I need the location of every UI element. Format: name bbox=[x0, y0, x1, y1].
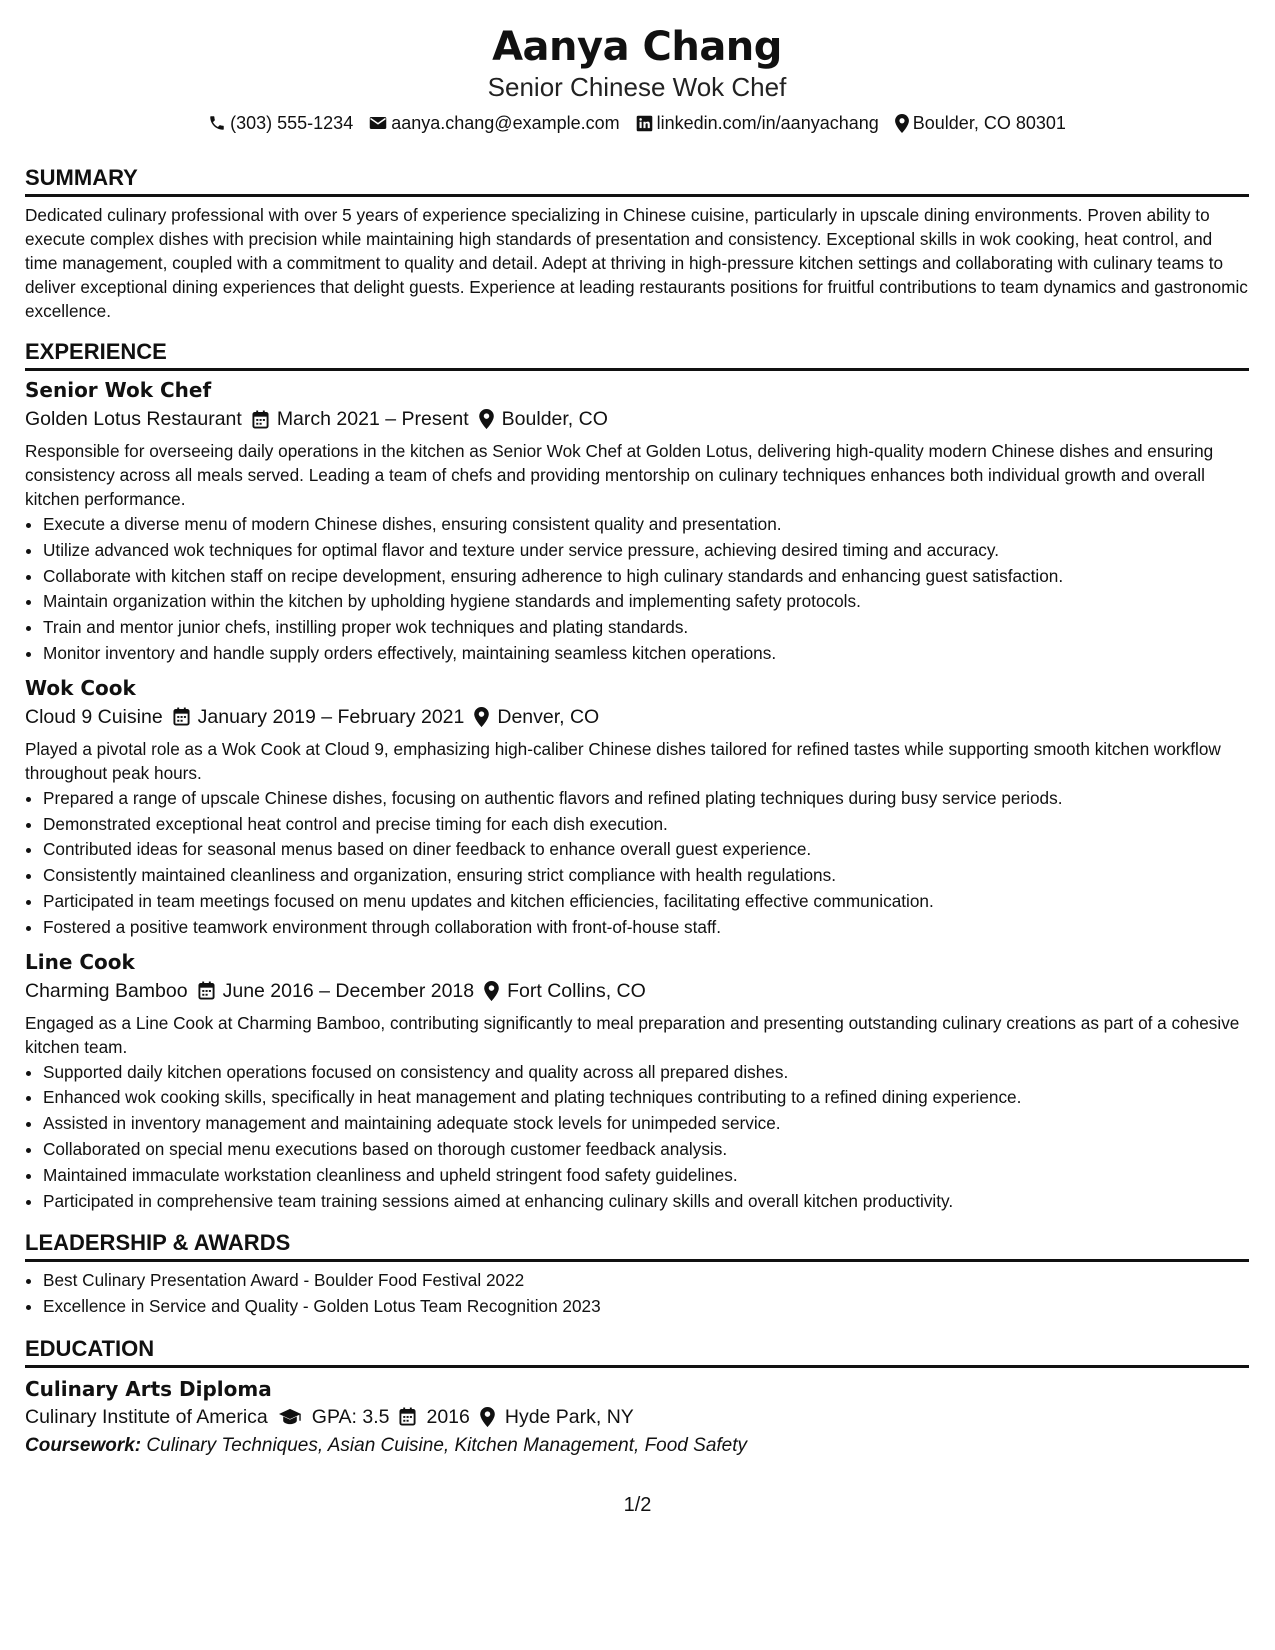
map-marker-icon bbox=[484, 981, 499, 1001]
phone-text: (303) 555-1234 bbox=[230, 113, 354, 133]
graduation-year: 2016 bbox=[426, 1405, 470, 1428]
map-marker-icon bbox=[480, 1407, 495, 1427]
summary-section bbox=[25, 165, 1249, 323]
contact-location bbox=[895, 111, 1066, 135]
job-entry bbox=[25, 377, 1249, 667]
job-entry bbox=[25, 949, 1249, 1215]
map-marker-icon bbox=[479, 409, 494, 429]
job-title: Wok Cook bbox=[25, 675, 136, 700]
experience-heading: EXPERIENCE bbox=[25, 339, 1249, 371]
calendar-icon bbox=[173, 707, 190, 726]
list-item: • Best Culinary Presentation Award - Boulder Food Festival 2022 bbox=[43, 1268, 1249, 1294]
job-location-text: Fort Collins, CO bbox=[507, 979, 646, 1002]
list-item: • Collaborate with kitchen staff on recipe development, ensuring adherence to high culinary standards and enhancing guest satisfaction. bbox=[43, 564, 1249, 590]
awards-heading: LEADERSHIP & AWARDS bbox=[25, 1230, 1249, 1262]
job-company: Golden Lotus Restaurant bbox=[25, 408, 242, 430]
envelope-icon bbox=[369, 115, 387, 131]
map-marker-icon bbox=[474, 707, 489, 727]
linkedin-text: linkedin.com/in/aanyachang bbox=[656, 113, 879, 133]
phone-icon bbox=[208, 114, 226, 132]
job-company: Cloud 9 Cuisine bbox=[25, 705, 163, 728]
gpa-text: GPA: 3.5 bbox=[311, 1405, 390, 1428]
contact-email[interactable] bbox=[369, 111, 619, 135]
job-entry bbox=[25, 675, 1249, 941]
job-location bbox=[484, 975, 646, 1007]
contact-line bbox=[25, 111, 1249, 135]
graduation-cap-icon bbox=[278, 1408, 302, 1425]
education-meta bbox=[25, 1402, 1249, 1432]
list-item: • Prepared a range of upscale Chinese dishes, focusing on authentic flavors and refined plating techniques during busy service periods. bbox=[43, 786, 1249, 812]
job-bullets bbox=[25, 786, 1249, 941]
list-item: • Participated in comprehensive team training sessions aimed at enhancing culinary skills and overall kitchen productivity. bbox=[43, 1189, 1249, 1215]
list-item: • Maintained immaculate workstation cleanliness and upheld stringent food safety guidelines. bbox=[43, 1163, 1249, 1189]
job-dates bbox=[252, 403, 469, 435]
list-item: • Train and mentor junior chefs, instilling proper wok techniques and plating standards. bbox=[43, 615, 1249, 641]
contact-phone bbox=[208, 111, 353, 135]
awards-list bbox=[25, 1268, 1249, 1320]
job-title: Line Cook bbox=[25, 949, 135, 974]
job-company: Charming Bamboo bbox=[25, 979, 188, 1002]
list-item: • Fostered a positive teamwork environment through collaboration with front-of-house staff. bbox=[43, 915, 1249, 941]
job-location-text: Denver, CO bbox=[497, 705, 600, 728]
education-heading: EDUCATION bbox=[25, 1336, 1249, 1368]
job-dates-text: March 2021 – Present bbox=[276, 408, 469, 430]
job-location-text: Boulder, CO bbox=[501, 408, 608, 430]
coursework-line bbox=[25, 1432, 1249, 1460]
education-section bbox=[25, 1336, 1249, 1460]
summary-heading: SUMMARY bbox=[25, 165, 1249, 197]
job-dates-text: June 2016 – December 2018 bbox=[222, 979, 475, 1002]
awards-section bbox=[25, 1230, 1249, 1320]
job-bullets bbox=[25, 1060, 1249, 1215]
list-item: • Enhanced wok cooking skills, specifically in heat management and plating techniques contributing to a refined dining experience. bbox=[43, 1085, 1249, 1111]
list-item: • Supported daily kitchen operations focused on consistency and quality across all prepared dishes. bbox=[43, 1060, 1249, 1086]
degree-title: Culinary Arts Diploma bbox=[25, 1376, 272, 1401]
job-description: Played a pivotal role as a Wok Cook at Cloud 9, emphasizing high-caliber Chinese dishes tailored for refined tastes while supporting smooth kitchen workflow throughout peak hours. bbox=[25, 738, 1221, 783]
location-text: Boulder, CO 80301 bbox=[912, 113, 1066, 133]
list-item: • Utilize advanced wok techniques for optimal flavor and texture under service pressure, achieving desired timing and accuracy. bbox=[43, 538, 1249, 564]
candidate-title: Senior Chinese Wok Chef bbox=[487, 72, 787, 102]
job-dates bbox=[173, 701, 465, 733]
school-name: Culinary Institute of America bbox=[25, 1405, 268, 1428]
summary-text: Dedicated culinary professional with over 5 years of experience specializing in Chinese cuisine, particularly in upscale dining environments. Proven ability to execute complex dishes with precision while maintaining high standards of presentation and consistency. Exceptional skills in wok cooking, heat control, and time management, coupled with a commitment to quality and detail. Adept at thriving in high-pressure kitchen settings and collaborating with culinary teams to deliver exceptional dining experiences that delight guests. Experience at leading restaurants positions for fruitful contributions to team dynamics and gastronomic excellence. bbox=[25, 205, 1248, 321]
list-item: • Collaborated on special menu executions based on thorough customer feedback analysis. bbox=[43, 1137, 1249, 1163]
list-item: • Maintain organization within the kitchen by upholding hygiene standards and implementing safety protocols. bbox=[43, 589, 1249, 615]
candidate-name: Aanya Chang bbox=[492, 24, 782, 70]
calendar-icon bbox=[399, 1407, 416, 1426]
job-location bbox=[474, 701, 599, 733]
job-title: Senior Wok Chef bbox=[25, 378, 212, 402]
job-dates bbox=[198, 975, 475, 1007]
coursework-text: Culinary Techniques, Asian Cuisine, Kitchen Management, Food Safety bbox=[146, 1434, 748, 1456]
job-meta bbox=[25, 403, 1249, 435]
contact-linkedin[interactable] bbox=[636, 111, 879, 135]
list-item: • Participated in team meetings focused on menu updates and kitchen efficiencies, facilitating effective communication. bbox=[43, 889, 1249, 915]
school-location: Hyde Park, NY bbox=[504, 1405, 634, 1428]
list-item: • Consistently maintained cleanliness and organization, ensuring strict compliance with health regulations. bbox=[43, 863, 1249, 889]
list-item: • Assisted in inventory management and maintaining adequate stock levels for unimpeded service. bbox=[43, 1111, 1249, 1137]
coursework-label: Coursework: bbox=[25, 1434, 142, 1456]
list-item: • Excellence in Service and Quality - Golden Lotus Team Recognition 2023 bbox=[43, 1294, 1249, 1320]
page-number: 1/2 bbox=[623, 1494, 652, 1516]
calendar-icon bbox=[252, 410, 269, 429]
experience-section bbox=[25, 339, 1249, 1214]
list-item: • Contributed ideas for seasonal menus based on diner feedback to enhance overall guest experience. bbox=[43, 837, 1249, 863]
job-meta bbox=[25, 701, 1249, 733]
job-dates-text: January 2019 – February 2021 bbox=[197, 705, 465, 728]
linkedin-icon bbox=[636, 115, 653, 132]
list-item: • Execute a diverse menu of modern Chinese dishes, ensuring consistent quality and presentation. bbox=[43, 512, 1249, 538]
resume-header bbox=[25, 0, 1249, 135]
list-item: • Demonstrated exceptional heat control and precise timing for each dish execution. bbox=[43, 812, 1249, 838]
list-item: • Monitor inventory and handle supply orders effectively, maintaining seamless kitchen operations. bbox=[43, 641, 1249, 667]
email-text: aanya.chang@example.com bbox=[391, 113, 620, 133]
job-meta bbox=[25, 975, 1249, 1007]
job-description: Responsible for overseeing daily operations in the kitchen as Senior Wok Chef at Golden Lotus, delivering high-quality modern Chinese dishes and ensuring consistency across all meals served. Leading a team of chefs and providing mentorship on culinary techniques enhances both individual growth and overall kitchen performance. bbox=[25, 441, 1214, 509]
job-location bbox=[479, 403, 608, 435]
job-bullets bbox=[25, 512, 1249, 667]
map-marker-icon bbox=[895, 114, 909, 133]
job-description: Engaged as a Line Cook at Charming Bamboo, contributing significantly to meal preparation and presenting outstanding culinary creations as part of a cohesive kitchen team. bbox=[25, 1012, 1240, 1057]
calendar-icon bbox=[198, 981, 215, 1000]
